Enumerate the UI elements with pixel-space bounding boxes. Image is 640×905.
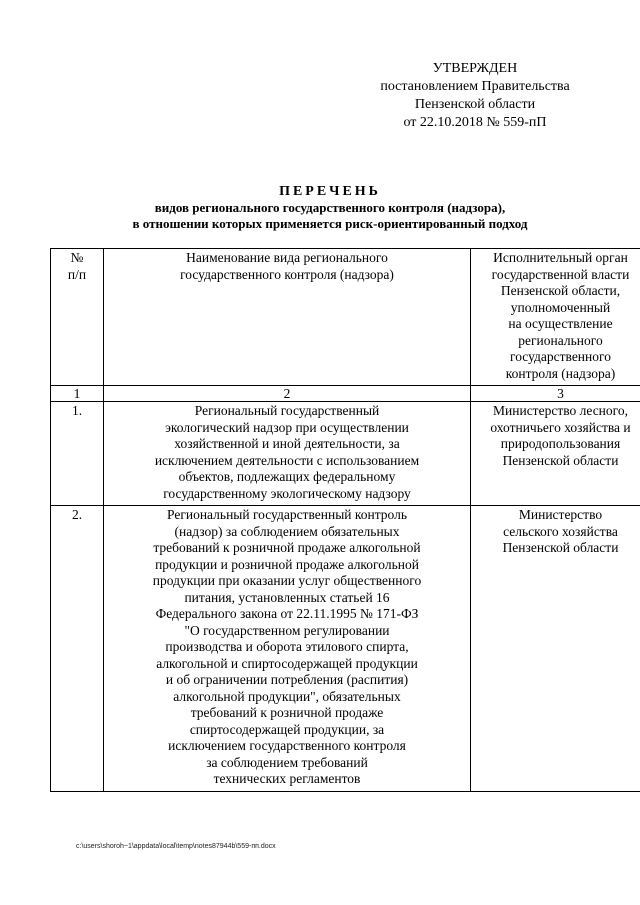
cell-line: и об ограничении потребления (распития) <box>165 672 409 687</box>
row-control-type <box>104 506 471 792</box>
approval-line: от 22.10.2018 № 559-пП <box>403 115 547 130</box>
column-number-row <box>51 386 640 402</box>
cell-line: Министерство <box>518 507 603 522</box>
header-line: регионального <box>518 332 603 348</box>
cell-line: Пензенской области <box>502 540 619 555</box>
header-line: контроля (надзора) <box>505 365 616 381</box>
cell-line: питания, установленных статьей 16 <box>184 589 390 605</box>
header-line: государственного <box>510 349 611 364</box>
cell-line: производства и оборота этилового спирта, <box>165 639 409 654</box>
table-header-row <box>51 249 640 386</box>
cell-line: "О государственном регулировании <box>184 622 390 638</box>
header-line: № <box>70 250 84 265</box>
cell-line: Министерство лесного, <box>493 403 628 418</box>
row-authority <box>471 402 640 506</box>
cell-line: требований к розничной продаже <box>190 705 384 720</box>
header-line: Наименование вида регионального <box>186 250 388 265</box>
cell-line: Федерального закона от 22.11.1995 № 171-ФЗ <box>155 606 419 621</box>
title-subtitle-line: в отношении которых применяется риск-ориентированный подход <box>132 216 528 231</box>
row-number: 2. <box>51 506 104 792</box>
cell-line: экологический надзор при осуществлении <box>165 419 409 435</box>
approval-stamp <box>360 60 590 132</box>
cell-line: охотничьего хозяйства и <box>490 419 631 435</box>
cell-line: алкогольной продукции", обязательных <box>173 688 401 704</box>
cell-line: продукции и розничной продаже алкогольной <box>155 556 419 572</box>
cell-line: технических регламентов <box>213 771 361 786</box>
cell-line: спиртосодержащей продукции, за <box>189 721 385 737</box>
table-row <box>51 402 640 506</box>
control-types-table <box>50 248 640 792</box>
cell-line: природопользования <box>500 436 621 451</box>
cell-line: за соблюдением требований <box>206 754 368 770</box>
cell-line: требований к розничной продаже алкогольной <box>153 540 421 555</box>
title-subtitle-line: видов регионального государственного контроля (надзора), <box>154 200 506 215</box>
header-authority <box>471 249 640 386</box>
table-row <box>51 506 640 792</box>
header-control-type <box>104 249 471 386</box>
header-number <box>51 249 104 386</box>
cell-line: сельского хозяйства <box>503 523 618 539</box>
cell-line: продукции при оказании услуг общественного <box>152 573 422 588</box>
approval-line: Пензенской области <box>414 97 536 112</box>
row-control-type <box>104 402 471 506</box>
column-number: 2 <box>104 386 471 402</box>
column-number: 1 <box>51 386 104 402</box>
title-main: ПЕРЕЧЕНЬ <box>279 184 381 199</box>
header-line: уполномоченный <box>510 299 611 315</box>
file-path-footer: c:\users\shoroh~1\appdata\local\temp\notes87944b\559-пп.docx <box>76 843 276 850</box>
header-line: государственного контроля (надзора) <box>180 266 394 282</box>
column-number: 3 <box>471 386 640 402</box>
header-line: на осуществление <box>508 316 613 331</box>
header-line: Пензенской области, <box>500 283 621 298</box>
cell-line: исключением государственного контроля <box>168 738 406 753</box>
approval-line: УТВЕРЖДЕН <box>432 61 518 76</box>
header-line: п/п <box>67 266 87 282</box>
cell-line: государственному экологическому надзору <box>163 485 411 501</box>
row-authority <box>471 506 640 792</box>
cell-line: Пензенской области <box>502 452 619 468</box>
header-line: Исполнительный орган <box>493 250 628 265</box>
cell-line: алкогольной и спиртосодержащей продукции <box>156 655 418 671</box>
document-title <box>100 183 560 232</box>
cell-line: Региональный государственный <box>194 403 380 418</box>
row-number: 1. <box>51 402 104 506</box>
cell-line: исключением деятельности с использованием <box>154 452 420 468</box>
cell-line: (надзор) за соблюдением обязательных <box>174 523 400 539</box>
header-line: государственной власти <box>491 266 630 282</box>
approval-line: постановлением Правительства <box>380 79 570 94</box>
cell-line: хозяйственной и иной деятельности, за <box>174 436 400 451</box>
cell-line: объектов, подлежащих федеральному <box>178 469 396 484</box>
cell-line: Региональный государственный контроль <box>167 507 407 522</box>
